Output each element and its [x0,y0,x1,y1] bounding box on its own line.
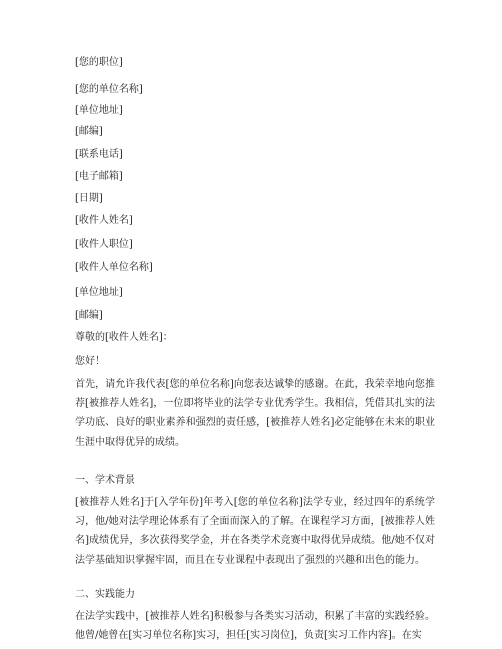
sender-address: [单位地址] [75,105,123,116]
sender-org: [您的单位名称] [75,84,143,95]
recipient-org: [收件人单位名称] [75,262,153,273]
greeting: 您好！ [75,356,105,367]
academic-text: [被推荐人姓名]于[入学年份]年考入[您的单位名称]法学专业，经过四年的系统学习，他/她对法学理论体系有了全面而深入的了解。在课程学习方面，[被推荐人姓名]成绩优异，多次获得奖学金，并在各类学术竞赛中取得优异成绩。他/她不仅对法学基础知识掌握牢固，而且在专业课程中表现出了强烈的兴趣和出色的能力。 [75,497,435,566]
sender-position: [您的职位] [75,57,123,68]
recipient-position: [收件人职位] [75,239,133,250]
academic-paragraph [75,493,435,570]
intro-text: 首先，请允许我代表[您的单位名称]向您表达诚挚的感谢。在此，我荣幸地向您推荐[被推荐人姓名]，一位即将毕业的法学专业优秀学生。我相信，凭借其扎实的法学功底、良好的职业素养和强烈的责任感，[被推荐人姓名]必定能够在未来的职业生涯中取得优异的成绩。 [75,379,435,448]
section-heading-academic: 一、学术背景 [75,475,135,486]
salutation: 尊敬的[收件人姓名]： [75,332,173,343]
section-heading-practice: 二、实践能力 [75,589,135,600]
practice-paragraph [75,607,435,645]
sender-zip: [邮编] [75,126,103,137]
sender-phone: [联系电话] [75,149,123,160]
practice-text: 在法学实践中，[被推荐人姓名]积极参与各类实习活动，积累了丰富的实践经验。他曾/她曾在[实习单位名称]实习，担任[实习岗位]，负责[实习工作内容]。在实 [75,611,435,642]
recipient-address: [单位地址] [75,287,123,298]
intro-paragraph [75,375,435,452]
letter-date: [日期] [75,193,103,204]
sender-email: [电子邮箱] [75,171,123,182]
recipient-zip: [邮编] [75,310,103,321]
recipient-name: [收件人姓名] [75,215,133,226]
